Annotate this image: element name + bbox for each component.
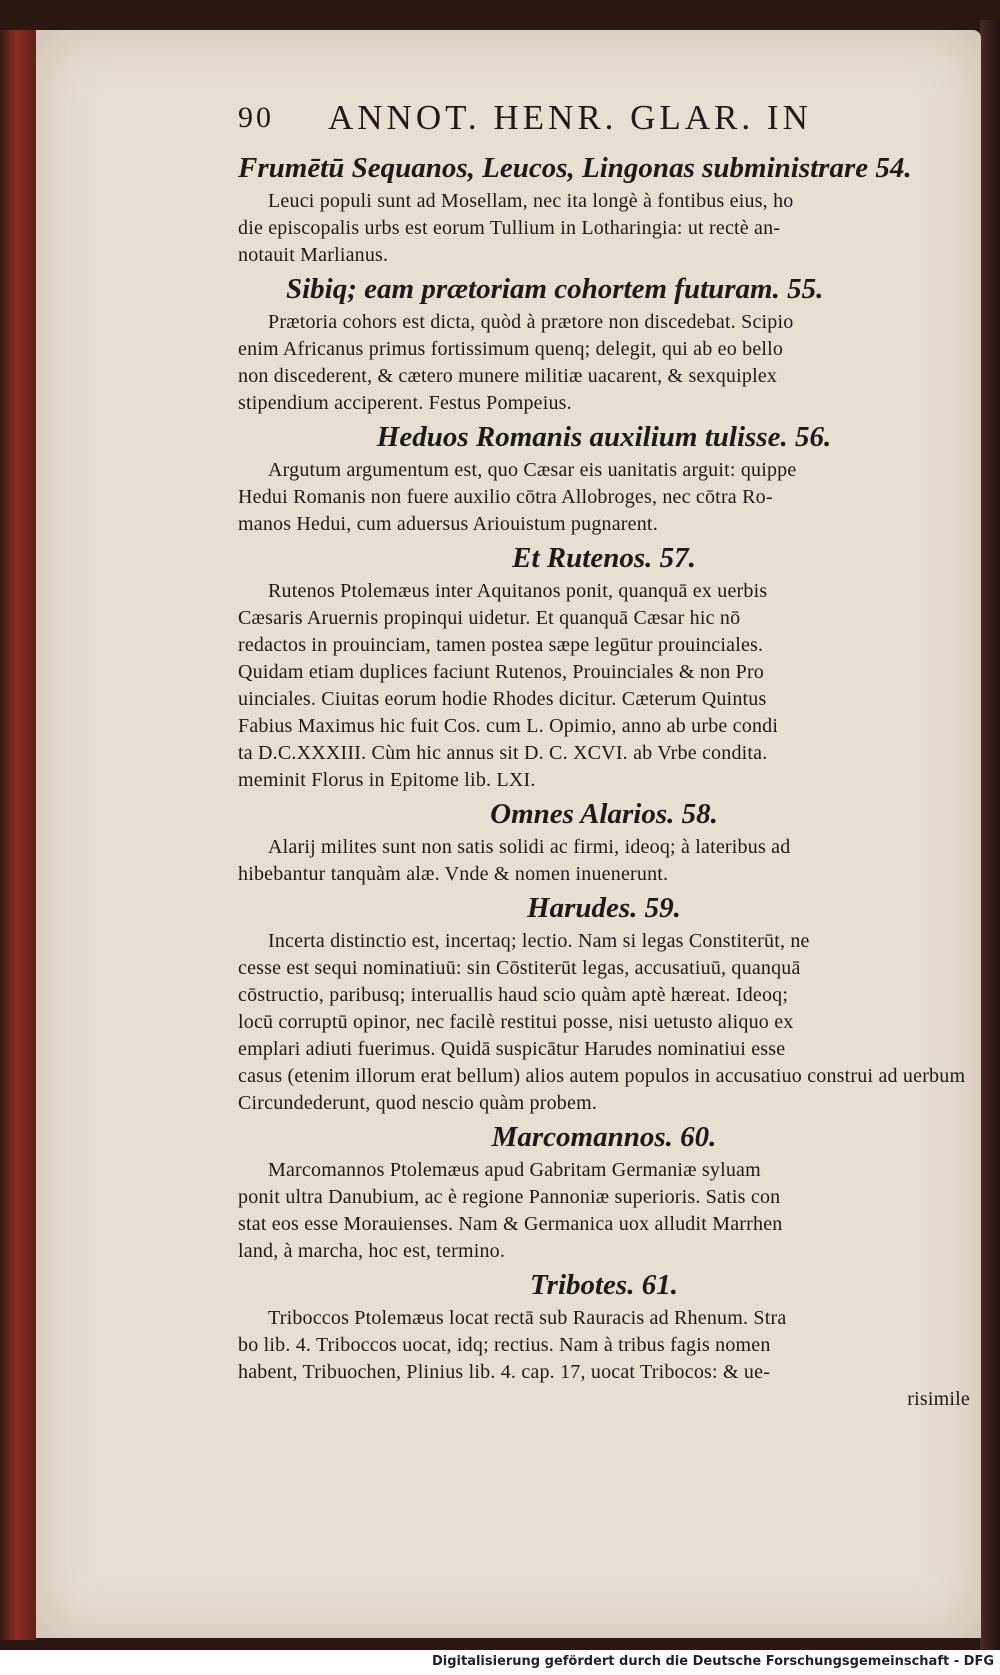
text-line: casus (etenim illorum erat bellum) alios autem populos in accusatiuo construi ad uerbum Circundederunt, quod nescio quàm probem. [238, 1065, 966, 1114]
entry-58 [238, 794, 970, 888]
entry-heading: Frumētū Sequanos, Leucos, Lingonas subministrare 54. [238, 152, 912, 184]
entry-heading: Harudes. 59. [527, 892, 681, 924]
entry-heading: Et Rutenos. 57. [512, 542, 696, 574]
text-line: Prætoria cohors est dicta, quòd à prætore non discedebat. Scipio [268, 311, 794, 333]
text-line: Hedui Romanis non fuere auxilio cōtra Allobroges, nec cōtra Ro- [238, 486, 773, 508]
text-line: manos Hedui, cum aduersus Ariouistum pugnarent. [238, 513, 658, 535]
funding-credit: Digitalisierung gefördert durch die Deutsche Forschungsgemeinschaft - DFG [431, 1654, 994, 1669]
text-line: ta D.C.XXXIII. Cùm hic annus sit D. C. XCVI. ab Vrbe condita. [238, 742, 768, 764]
text-line: Rutenos Ptolemæus inter Aquitanos ponit, quanquā ex uerbis [268, 580, 768, 602]
entry-heading: Tribotes. 61. [530, 1269, 678, 1301]
entry-54 [238, 148, 970, 269]
entry-59 [238, 888, 970, 1117]
text-line: redactos in prouinciam, tamen postea sæpe legūtur prouinciales. [238, 634, 764, 656]
text-line: ponit ultra Danubium, ac è regione Pannoniæ superioris. Satis con [238, 1186, 781, 1208]
text-line: Incerta distinctio est, incertaq; lectio. Nam si legas Constiterūt, ne [268, 930, 810, 952]
text-line: Cæsaris Aruernis propinqui uidetur. Et quanquā Cæsar hic nō [238, 607, 741, 629]
text-line: habent, Tribuochen, Plinius lib. 4. cap. 17, uocat Tribocos: & ue- [238, 1361, 771, 1383]
text-line: uinciales. Ciuitas eorum hodie Rhodes dicitur. Cæterum Quintus [238, 688, 767, 710]
text-line: non discederent, & cætero munere militiæ uacarent, & sexquiplex [238, 365, 778, 387]
text-line: Leuci populi sunt ad Mosellam, nec ita longè à fontibus eius, ho [268, 190, 794, 212]
entry-57 [238, 538, 970, 794]
text-line: Argutum argumentum est, quo Cæsar eis uanitatis arguit: quippe [268, 459, 797, 481]
text-line: cesse est sequi nominatiuū: sin Cōstiterūt legas, accusatiuū, quanquā [238, 957, 801, 979]
running-title: ANNOT. HENR. GLAR. IN [328, 98, 812, 137]
text-line: enim Africanus primus fortissimum quenq; delegit, qui ab eo bello [238, 338, 784, 360]
binding-edge [0, 30, 36, 1640]
entry-60 [238, 1117, 970, 1265]
book-cover-edge [980, 20, 1000, 1650]
entry-heading: Omnes Alarios. 58. [490, 798, 718, 830]
text-line: meminit Florus in Epitome lib. LXI. [238, 769, 536, 791]
text-line: Alarij milites sunt non satis solidi ac firmi, ideoq; à lateribus ad [268, 836, 791, 858]
entry-heading: Heduos Romanis auxilium tulisse. 56. [376, 421, 832, 453]
text-line: stat eos esse Morauienses. Nam & Germanica uox alludit Marrhen [238, 1213, 783, 1235]
text-line: hibebantur tanquàm alæ. Vnde & nomen inuenerunt. [238, 863, 669, 885]
text-line: cōstructio, paribusq; interuallis haud scio quàm aptè hæreat. Ideoq; [238, 984, 789, 1006]
text-line: Quidam etiam duplices faciunt Rutenos, Prouinciales & non Pro [238, 661, 764, 683]
text-line: locū corruptū opinor, nec facilè restitui posse, nisi uetusto aliquo ex [238, 1011, 794, 1033]
page-number: 90 [238, 101, 274, 134]
text-line: stipendium acciperent. Festus Pompeius. [238, 392, 572, 414]
text-line: bo lib. 4. Triboccos uocat, idq; rectius. Nam à tribus fagis nomen [238, 1334, 771, 1356]
entry-heading: Sibiq; eam prætoriam cohortem futuram. 55. [286, 273, 824, 305]
entry-61 [238, 1265, 970, 1413]
text-line: Fabius Maximus hic fuit Cos. cum L. Opimio, anno ab urbe condi [238, 715, 779, 737]
text-line: die episcopalis urbs est eorum Tullium in Lotharingia: ut rectè an- [238, 217, 781, 239]
text-line: Triboccos Ptolemæus locat rectā sub Rauracis ad Rhenum. Stra [268, 1307, 787, 1329]
running-head [238, 88, 970, 148]
catchword: risimile [907, 1388, 970, 1410]
text-line: emplari adiuti fuerimus. Quidā suspicātur Harudes nominatiui esse [238, 1038, 786, 1060]
entry-56 [238, 417, 970, 538]
text-line: land, à marcha, hoc est, termino. [238, 1240, 506, 1262]
text-line: notauit Marlianus. [238, 244, 389, 266]
entry-heading: Marcomannos. 60. [491, 1121, 717, 1153]
text-block [238, 88, 970, 1413]
entry-55 [238, 269, 970, 417]
text-line: Marcomannos Ptolemæus apud Gabritam Germaniæ syluam [268, 1159, 761, 1181]
